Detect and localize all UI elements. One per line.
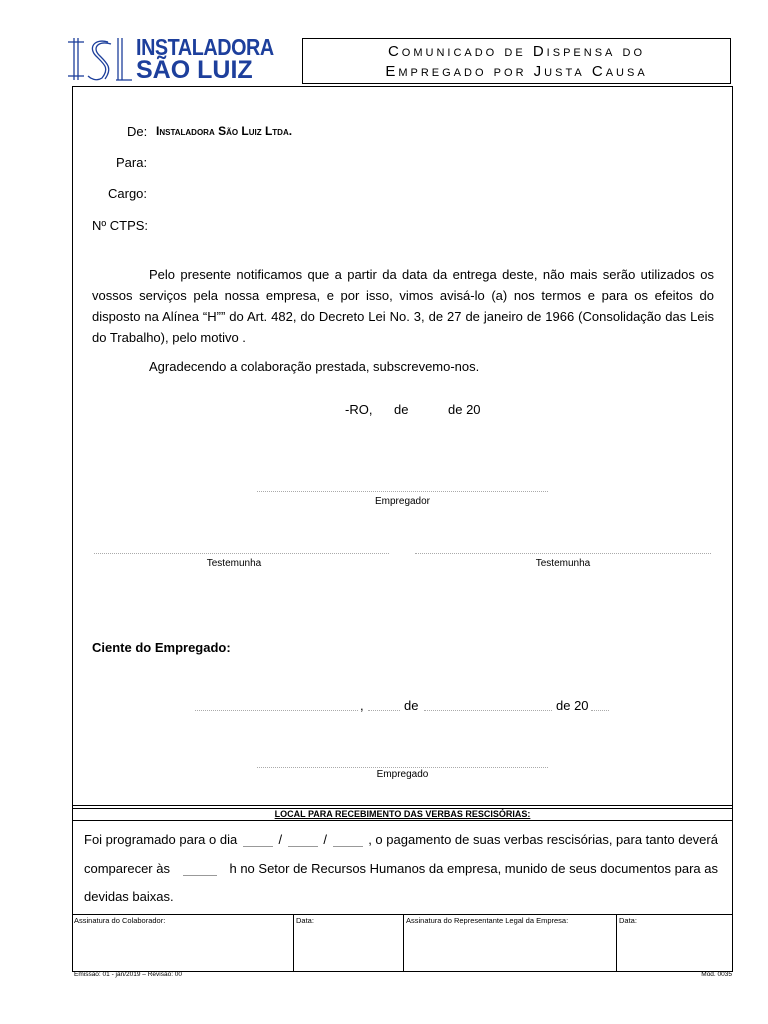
section-divider-top (72, 805, 733, 806)
local-line2-a: comparecer às (84, 861, 170, 876)
empregador-signature-line (257, 491, 548, 492)
ciente-day-line (368, 710, 400, 711)
collaborator-date-cell (293, 914, 403, 971)
para-label: Para: (116, 155, 148, 170)
date-de2: de 20 (448, 402, 481, 417)
local-line1-slash2: / (323, 832, 327, 847)
col3-label: Assinatura do Representante Legal da Empresa: (406, 916, 569, 925)
empregador-label: Empregador (374, 496, 431, 507)
month-blank (288, 832, 318, 847)
footer-emission: Emissão: 01 - jan/2019 – Revisão: 00 (74, 971, 183, 978)
empregado-signature-line (257, 767, 548, 768)
ciente-de20: de 20 (556, 698, 589, 713)
ciente-month-line (424, 710, 552, 711)
day-blank (243, 832, 273, 847)
cargo-label: Cargo: (108, 186, 148, 201)
ciente-comma: , (360, 698, 364, 713)
col4-label: Data: (619, 916, 637, 925)
local-line2 (84, 861, 718, 876)
ciente-year-line (591, 710, 609, 711)
title-line2: Empregado por Justa Causa (385, 63, 648, 80)
representative-signature-cell (403, 914, 616, 971)
local-line1 (84, 832, 718, 847)
hour-blank (183, 861, 217, 876)
notice-paragraph: Pelo presente notificamos que a partir da data da entrega deste, não mais serão utilizados os vossos serviços pela nossa empresa, e por isso, vimos avisá-lo (a) nos termos e para os efeitos do disposto na Alínea “H”” do Art. 482, do Decreto Lei No. 3, de 27 de janeiro de 1966 (Consolidação das Leis do Trabalho), pelo motivo . (92, 267, 714, 345)
local-header: LOCAL PARA RECEBIMENTO DAS VERBAS RESCISÓRIAS: (274, 809, 531, 819)
testemunha2-signature-line (415, 553, 711, 554)
date-city: -RO, (345, 402, 373, 417)
footer-model: Mod. 0035 (701, 971, 732, 978)
document-title (302, 38, 731, 84)
bottom-signature-table (72, 914, 733, 972)
local-line1-slash1: / (278, 832, 283, 847)
ciente-de: de (404, 698, 419, 713)
local-line2-b: h no Setor de Recursos Humanos da empresa, munido de seus documentos para as (229, 861, 718, 876)
local-line1-a: Foi programado para o dia (84, 832, 238, 847)
ctps-label: Nº CTPS: (92, 218, 149, 233)
local-line3: devidas baixas. (84, 889, 174, 904)
col1-label: Assinatura do Colaborador: (74, 916, 166, 925)
col2-label: Data: (296, 916, 314, 925)
thanks-paragraph: Agradecendo a colaboração prestada, subscrevemo-nos. (149, 359, 480, 374)
representative-date-cell (616, 914, 733, 971)
ciente-city-line (195, 710, 358, 711)
testemunha1-label: Testemunha (206, 558, 262, 569)
year-blank (333, 832, 363, 847)
isl-monogram-icon (66, 34, 132, 84)
company-logo (66, 34, 302, 86)
empregado-label: Empregado (376, 769, 429, 780)
brand-name-line1: INSTALADORA (136, 34, 274, 60)
brand-name-line2: SÃO LUIZ (136, 56, 253, 84)
local-line1-d: , o pagamento de suas verbas rescisórias, para tanto deverá (368, 832, 718, 847)
ciente-title: Ciente do Empregado: (92, 640, 231, 655)
title-line1: Comunicado de Dispensa do (387, 43, 646, 60)
testemunha2-label: Testemunha (535, 558, 591, 569)
de-label: De: (127, 124, 148, 139)
de-value: Instaladora São Luiz Ltda. (156, 124, 293, 138)
date-de1: de (394, 402, 409, 417)
section-divider-header (72, 820, 733, 821)
testemunha1-signature-line (94, 553, 389, 554)
collaborator-signature-cell (72, 914, 293, 971)
